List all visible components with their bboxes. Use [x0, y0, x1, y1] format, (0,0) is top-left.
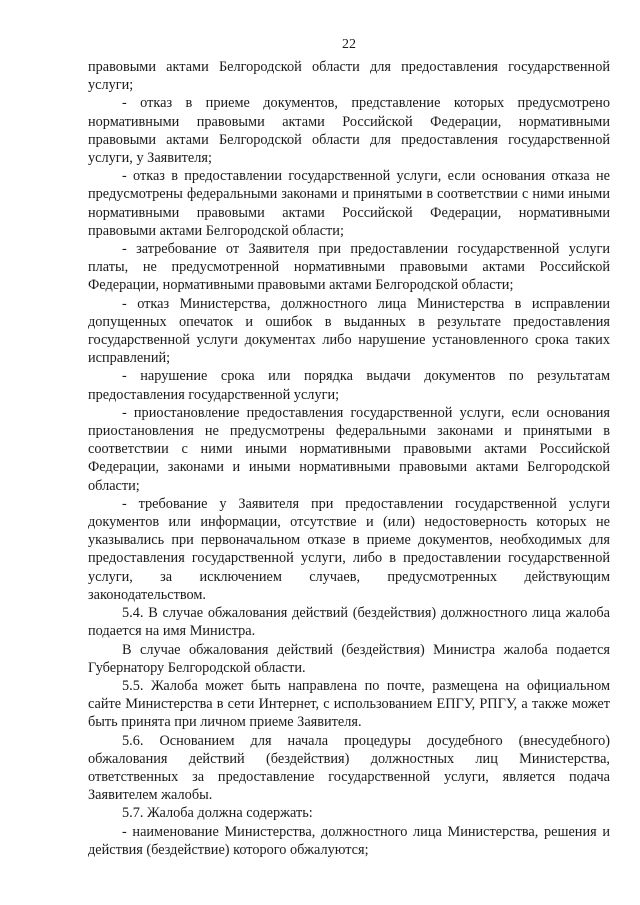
- paragraph-fee-demand: - затребование от Заявителя при предоставлении государственной услуги платы, не предусмотренной нормативными правовыми актами Российской Федерации, нормативными правовыми актами Белгородской области;: [88, 241, 610, 294]
- paragraph-refusal-documents: - отказ в приеме документов, представление которых предусмотрено нормативными правовыми актами Российской Федерации, нормативными правовыми актами Белгородской области для предоставления государственной услуги, у Заявителя;: [88, 95, 610, 167]
- paragraph-minister-appeal: В случае обжалования действий (бездействия) Министра жалоба подается Губернатору Белгородской области.: [88, 641, 610, 676]
- paragraph-issue-violation: - нарушение срока или порядка выдачи документов по результатам предоставления государственной услуги;: [88, 368, 610, 403]
- paragraph-refusal-service: - отказ в предоставлении государственной услуги, если основания отказа не предусмотрены федеральными законами и принятыми в соответствии с ними иными нормативными правовыми актами Российской Федерации, нормативными правовыми актами Белгородской области;: [88, 168, 610, 239]
- paragraph-5-4: 5.4. В случае обжалования действий (бездействия) должностного лица жалоба подается на имя Министра.: [88, 605, 610, 640]
- paragraph-5-7: 5.7. Жалоба должна содержать:: [122, 805, 313, 822]
- paragraph-continuation: правовыми актами Белгородской области для предоставления государственной услуги;: [88, 59, 610, 94]
- document-body: [88, 58, 610, 859]
- paragraph-5-6: 5.6. Основанием для начала процедуры досудебного (внесудебного) обжалования действий (бездействия) должностных лиц Министерства, ответственных за предоставление государственной услуги, является подача Заявителем жалобы.: [88, 732, 610, 804]
- paragraph-document-demand: - требование у Заявителя при предоставлении государственной услуги документов или информации, отсутствие и (или) недостоверность которых не указывались при первоначальном отказе в приеме документов, необходимых для предоставления государственной услуги, либо в предоставлении государственной услуги, за исключением случаев, предусмотренных действующим законодательством.: [88, 495, 610, 603]
- paragraph-ministry-name: - наименование Министерства, должностного лица Министерства, решения и действия (бездействие) которого обжалуются;: [88, 823, 610, 858]
- paragraph-correction-refusal: - отказ Министерства, должностного лица Министерства в исправлении допущенных опечаток и ошибок в выданных в результате предоставления государственной услуги документах либо нарушение установленного срока таких исправлений;: [88, 295, 610, 367]
- page-number: 22: [342, 37, 356, 52]
- paragraph-5-5: 5.5. Жалоба может быть направлена по почте, размещена на официальном сайте Министерства в сети Интернет, с использованием ЕПГУ, РПГУ, а также может быть принята при личном приеме Заявителя.: [88, 677, 610, 731]
- paragraph-suspension: - приостановление предоставления государственной услуги, если основания приостановления не предусмотрены федеральными законами и принятыми в соответствии с ними иными нормативными правовыми актами Российской Федерации, законами и иными нормативными правовыми актами Белгородской области;: [88, 404, 610, 494]
